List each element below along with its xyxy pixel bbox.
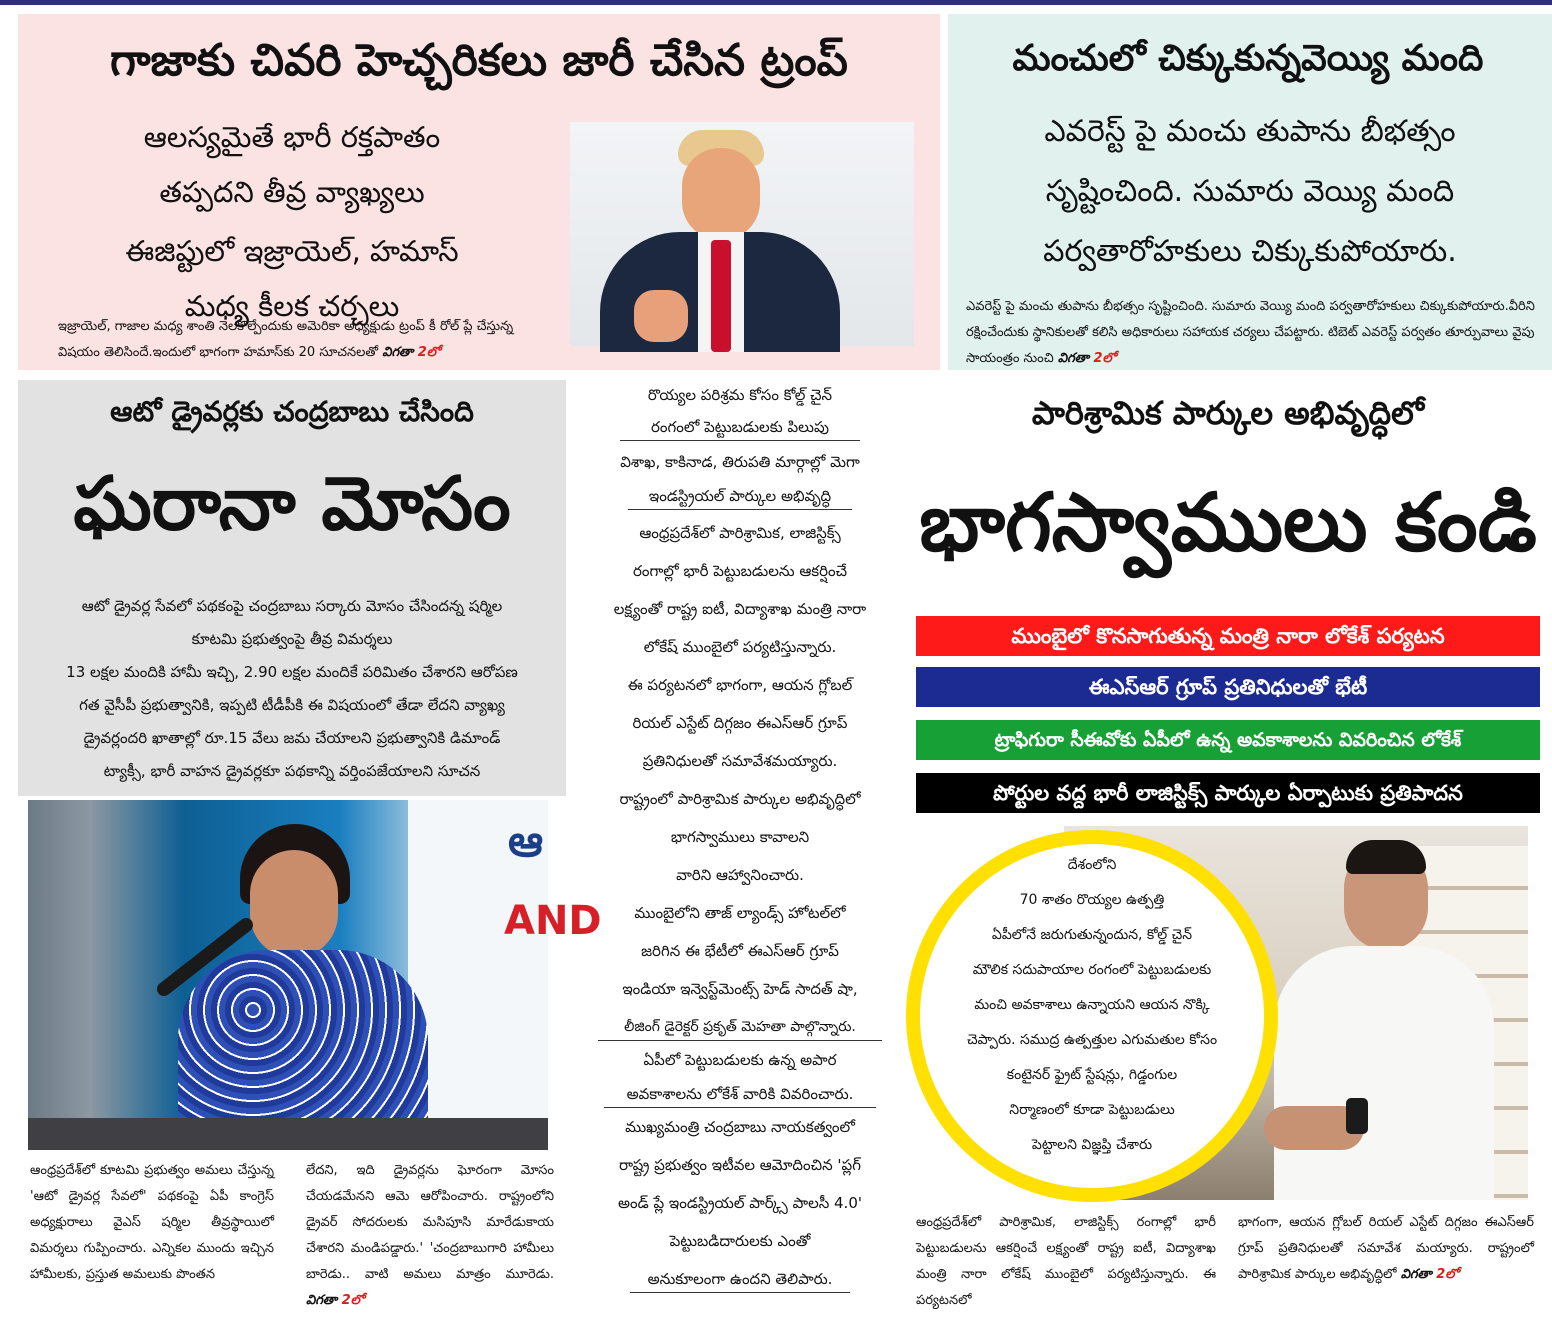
parks-band: ట్రాఫిగురా సీఈవోకు ఏపీలో ఉన్న అవకాశాలను వివరించిన లోకేశ్ [916,720,1540,760]
circle-text [930,848,1254,1163]
auto-points [18,590,566,788]
middle-line: భాగస్వాములు కావాలని [670,828,810,846]
auto-story-header [18,380,566,796]
everest-lead-line: పర్వతారోహకులు చిక్కుకుపోయారు. [1043,234,1457,269]
gaza-story [18,14,940,370]
middle-line: విశాఖ, కాకినాడ, తిరుపతి మార్గాల్లో మెగా [620,453,860,471]
middle-line: అండ్ ప్లే ఇండస్ట్రియల్ పార్క్స్ పాలసీ 4.0' [617,1194,862,1212]
parks-kicker: పారిశ్రామిక పార్కుల అభివృద్ధిలో [1031,394,1425,432]
middle-line: ఇండియా ఇన్వెస్ట్‌మెంట్స్ హెడ్ సాదత్ షా, [622,980,858,998]
parks-headline: భాగస్వాములు కండి [919,476,1537,569]
circle-line: పెట్టాలని విజ్ఞప్తి చేశారు [1031,1137,1153,1153]
middle-line: రియల్ ఎస్టేట్ దిగ్గజం ఈఎస్ఆర్ గ్రూప్ [632,714,848,732]
circle-line: కంటైనర్ ఫ్రైట్ స్టేషన్లు, గిడ్డంగుల [1006,1067,1178,1083]
middle-line: లక్ష్యంతో రాష్ట్ర ఐటీ, విద్యాశాఖ మంత్రి నారా [613,600,867,618]
everest-body: ఎవరెస్ట్ పై మంచు తుపాను బీభత్సం సృష్టించింది. సుమారు వెయ్యి మంది పర్వతారోహకులు చిక్కుకుపోయారు.వీరిని రక్షించేందుకు స్థానికులతో కలిసి అధికారులు సహాయక చర్యలు చేపట్టారు. టిబెట్ ఎవరెస్ట్ పర్వతం తూర్పువాలు వైపు సాయంత్రం నుంచి విగతా 2లో [966,299,1535,366]
middle-line: రొయ్యల పరిశ్రమ కోసం కోల్డ్ చైన్ [647,386,833,404]
circle-line: మౌలిక సదుపాయాల రంగంలో పెట్టుబడులకు [972,962,1212,978]
continued-marker: విగతా 2లో [382,345,441,360]
speaker-shirt [1274,946,1494,1200]
middle-line: అనుకూలంగా ఉందని తెలిపారు. [630,1266,850,1293]
auto-body-col1: ఆంధ్రప్రదేశ్‌లో కూటమి ప్రభుత్వం అమలు చేస్తున్న 'ఆటో డ్రైవర్ల సేవలో' పథకంపై ఏపీ కాంగ్రెస్ అధ్యక్షురాలు వైఎస్ షర్మిల తీవ్రస్థాయిలో విమర్శలు గుప్పించారు. ఎన్నికల ముందు ఇచ్చిన హామీలకు, ప్రస్తుత అమలుకు పొంతన [30,1163,274,1282]
middle-line: జరిగిన ఈ భేటీలో ఈఎస్ఆర్ గ్రూప్ [641,942,839,960]
circle-line: నిర్మాణంలో కూడా పెట్టుబడులు [1009,1102,1175,1118]
gaza-photo [570,122,914,346]
middle-line: ఆంధ్రప్రదేశ్‌లో పారిశ్రామిక, లాజిస్టిక్స్ [639,524,841,542]
middle-line: ముఖ్యమంత్రి చంద్రబాబు నాయకత్వంలో [625,1118,855,1136]
circle-line: దేశంలోని [1067,857,1117,873]
circle-line: ఏపీలోనే జరుగుతున్నందున, కోల్డ్ చైన్ [991,927,1193,943]
middle-line: లోకేష్ ముంబైలో పర్యటిస్తున్నారు. [643,638,837,656]
continued-marker: విగతా 2లో [1057,351,1116,366]
gaza-subhead-line: ఈజిప్టులో ఇజ్రాయెల్, హమాస్ [125,234,459,268]
middle-line: అవకాశాలను లోకేశ్ వారికి వివరించారు. [604,1081,876,1108]
auto-kicker: ఆటో డ్రైవర్లకు చంద్రబాబు చేసింది [110,395,474,428]
auto-point: ట్యాక్సీ, భారీ వాహన డ్రైవర్లకూ పథకాన్ని వర్తింపజేయాలని సూచన [103,762,481,780]
sharmila-photo [28,800,602,1150]
parks-band: ముంబైలో కొనసాగుతున్న మంత్రి నారా లోకేశ్ పర్యటన [916,616,1540,656]
parks-band: ఈఎస్ఆర్ గ్రూప్ ప్రతినిధులతో భేటీ [916,667,1540,707]
trump-tie [711,240,731,352]
middle-line: ఏపీలో పెట్టుబడులకు ఉన్న అపార [643,1051,837,1069]
gaza-body: ఇజ్రాయెల్, గాజాల మధ్య శాంతి నెలకొల్పేందుకు అమెరికా అధ్యక్షుడు ట్రంప్ కీ రోల్ ప్లే చేస్తున్న విషయం తెలిసిందే.ఇందులో భాగంగా హమాస్‌కు 20 సూచనలతో విగతా 2లో [58,319,514,360]
middle-line: లీజింగ్ డైరెక్టర్ ప్రకృత్ మెహతా పాల్గొన్నారు. [598,1014,882,1041]
auto-point: ఆటో డ్రైవర్ల సేవలో పథకంపై చంద్రబాబు సర్కారు మోసం చేసిందన్న షర్మిల [81,597,503,615]
speaker-hair-lokesh [1346,840,1426,874]
gaza-subhead-line: తప్పదని తీవ్ర వ్యాఖ్యలు [159,175,425,209]
everest-lead [948,102,1552,282]
gaza-subhead-line: ఆలస్యమైతే భారీ రక్తపాతం [143,120,441,154]
auto-body-col2: లేదని, ఇది డ్రైవర్లను ఘోరంగా మోసం చేయడమేనని ఆమె ఆరోపించారు. రాష్ట్రంలోని డ్రైవర్ సోదరులకు మసిపూసి మారేడుకాయ చేశారని మండిపడ్డారు.' 'చంద్రబాబుగారి హామీలు బారెడు.. వాటి అమలు మాత్రం మూరెడు. విగతా 2లో [306,1163,554,1308]
middle-line: పెట్టుబడిదారులకు ఎంతో [669,1232,811,1250]
circle-line: చెప్పారు. సముద్ర ఉత్పత్తుల ఎగుమతుల కోసం [966,1032,1218,1048]
middle-line: ప్రతినిధులతో సమావేశమయ్యారు. [642,752,838,770]
trump-fist [634,290,688,342]
trump-face [682,148,760,240]
continued-marker: విగతా 2లో [306,1293,364,1308]
everest-lead-line: ఎవరెస్ట్ పై మంచు తుపాను బీభత్సం [1044,114,1456,149]
circle-line: 70 శాతం రొయ్యల ఉత్పత్తి [1019,892,1165,908]
middle-line: ఇండస్ట్రియల్ పార్కుల అభివృద్ధి [628,483,852,510]
top-color-bar [0,0,1552,5]
gaza-headline: గాజాకు చివరి హెచ్చరికలు జారీ చేసిన ట్రంప్ [110,35,848,86]
middle-column [598,380,882,1330]
middle-line: ఈ పర్యటనలో భాగంగా, ఆయన గ్లోబల్ [627,676,853,694]
watch [1346,1098,1368,1134]
circle-line: మంచి అవకాశాలు ఉన్నాయని ఆయన నొక్కి [974,997,1210,1013]
banner-text: AND [504,898,602,944]
banner-letter: ఆ [508,816,544,867]
middle-line: రంగాల్లో భారీ పెట్టుబడులను ఆకర్షించే [632,562,848,580]
auto-point: 13 లక్షల మందికి హామీ ఇచ్చి, 2.90 లక్షల మందికే పరిమితం చేశారని ఆరోపణ [66,663,518,681]
speaker-face [250,850,338,958]
middle-line: వారిని ఆహ్వానించారు. [676,866,804,884]
middle-line: రంగంలో పెట్టుబడులకు పిలుపు [620,414,860,441]
gaza-subheads [18,110,566,334]
parks-body-col1: ఆంధ్రప్రదేశ్‌లో పారిశ్రామిక, లాజిస్టిక్స్ రంగాల్లో భారీ పెట్టుబడులను ఆకర్షించే లక్ష్యంతో రాష్ట్ర ఐటీ, విద్యాశాఖ మంత్రి నారా లోకేష్ ముంబైలో పర్యటిస్తున్నారు. ఈ పర్యటనలో [916,1215,1216,1308]
middle-line: రాష్ట్రంలో పారిశ్రామిక పార్కుల అభివృద్ధిలో [619,790,861,808]
middle-line: ముంబైలోని తాజ్ ల్యాండ్స్ హోటల్‌లో [634,904,846,922]
gaza-subhead-line: మధ్య కీలక చర్చలు [184,289,400,323]
everest-story [948,14,1552,370]
parks-body-col2: భాగంగా, ఆయన గ్లోబల్ రియల్ ఎస్టేట్ దిగ్గజం ఈఎస్ఆర్ గ్రూప్ ప్రతినిధులతో సమావేశ మయ్యారు. రాష్ట్రంలో పారిశ్రామిక పార్కుల అభివృద్ధిలో విగతా 2లో [1238,1215,1534,1282]
continued-marker: విగతా 2లో [1400,1267,1459,1282]
everest-lead-line: సృష్టించింది. సుమారు వెయ్యి మంది [1045,174,1455,209]
auto-headline: ఘరానా మోసం [73,461,511,547]
auto-point: కూటమి ప్రభుత్వంపై తీవ్ర విమర్శలు [191,630,393,648]
parks-band: పోర్టుల వద్ద భారీ లాజిస్టిక్స్ పార్కుల ఏర్పాటుకు ప్రతిపాదన [916,773,1540,813]
desk [28,1118,548,1150]
auto-point: గత వైసీపీ ప్రభుత్వానికి, ఇప్పటి టీడీపీకి ఈ విషయంలో తేడా లేదని వ్యాఖ్య [79,696,505,714]
middle-line: రాష్ట్ర ప్రభుత్వం ఇటీవల ఆమోదించిన 'ప్లగ్ [619,1156,861,1174]
everest-headline: మంచులో చిక్కుకున్నవెయ్యి మంది [1012,38,1484,79]
auto-point: డ్రైవర్లందరి ఖాతాల్లో రూ.15 వేలు జమ చేయాలని ప్రభుత్వానికి డిమాండ్ [83,729,501,747]
